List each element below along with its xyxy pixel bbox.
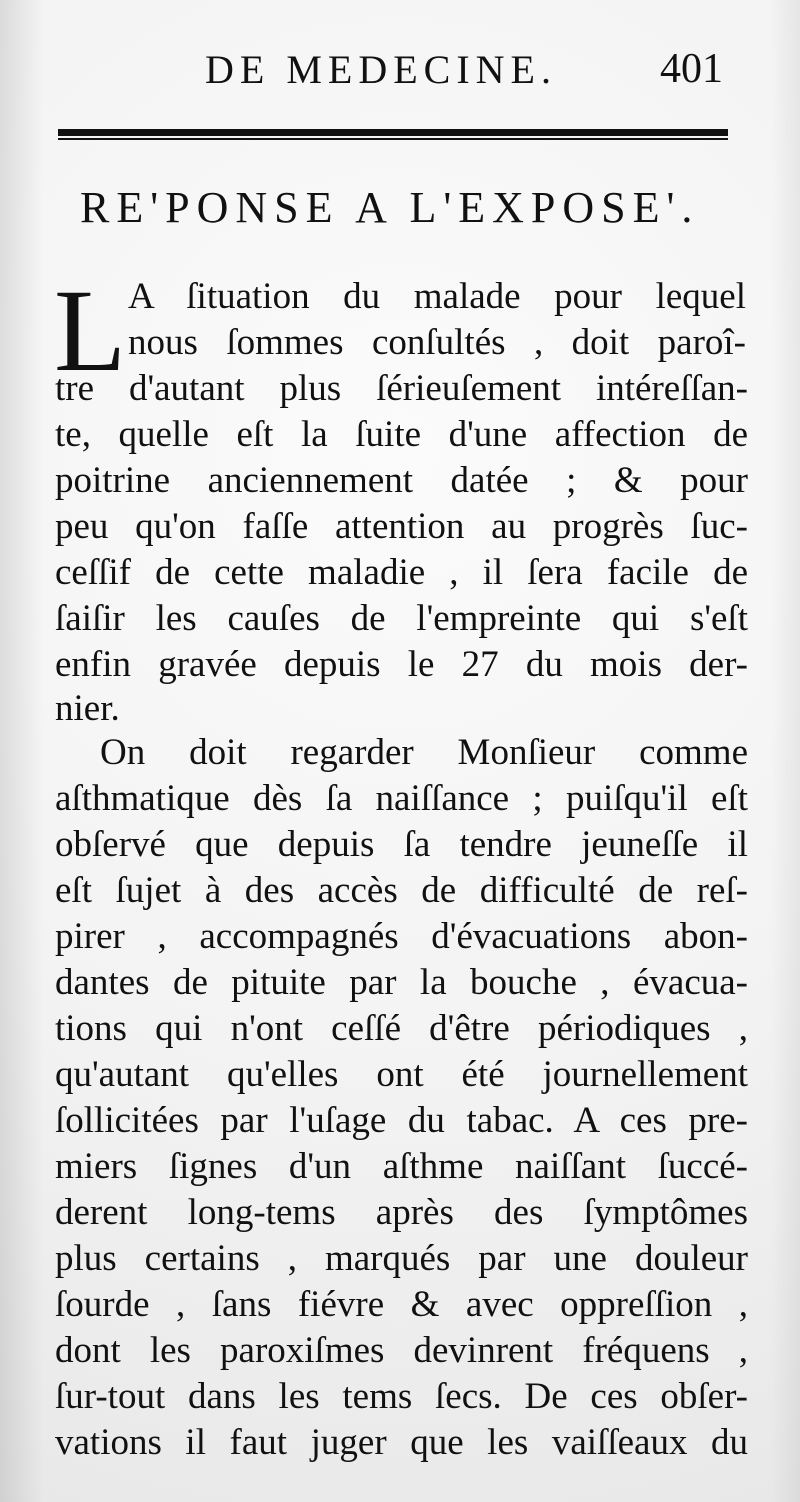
text-line: qu'autant qu'elles ont été journellement — [55, 1054, 748, 1095]
text-line: aſthmatique dès ſa naiſſance ; puiſqu'il eſt — [55, 778, 748, 819]
text-line: tre d'autant plus ſérieuſement intéreſſan- — [55, 368, 748, 409]
text-line: nous ſommes conſultés , doit paroî- — [128, 322, 746, 363]
text-line: ſourde , ſans fiévre & avec oppreſſion , — [55, 1284, 748, 1325]
text-line: A ſituation du malade pour lequel — [128, 276, 746, 317]
text-line: pirer , accompagnés d'évacuations abon- — [55, 916, 748, 957]
text-line: vations il faut juger que les vaiſſeaux du — [55, 1422, 748, 1463]
section-title: RE'PONSE A L'EXPOSE'. — [80, 183, 700, 232]
text-line: miers ſignes d'un aſthme naiſſant ſuccé- — [55, 1146, 748, 1187]
text-line: peu qu'on faſſe attention au progrès ſuc- — [55, 506, 748, 547]
text-line: On doit regarder Monſieur comme — [100, 732, 748, 773]
header-rule — [58, 127, 728, 141]
text-line: te, quelle eſt la ſuite d'une affection de — [55, 414, 748, 455]
text-line: enfin gravée depuis le 27 du mois der- — [55, 644, 748, 685]
text-line: obſervé que depuis ſa tendre jeuneſſe il — [55, 824, 748, 865]
page-number: 401 — [660, 46, 723, 92]
text-line: derent long-tems après des ſymptômes — [55, 1192, 748, 1233]
text-line: dont les paroxiſmes devinrent fréquens , — [55, 1330, 748, 1371]
header-rule-thick — [58, 129, 728, 136]
text-line: dantes de pituite par la bouche , évacua- — [55, 962, 748, 1003]
text-line: ceſſif de cette maladie , il ſera facile de — [55, 552, 748, 593]
text-line: ſur-tout dans les tems ſecs. De ces obſer- — [55, 1376, 748, 1417]
text-line: eſt ſujet à des accès de difficulté de reſ- — [55, 870, 748, 911]
text-line: ſollicitées par l'uſage du tabac. A ces pre- — [55, 1100, 748, 1141]
text-line: tions qui n'ont ceſſé d'être périodiques , — [55, 1008, 748, 1049]
running-head: DE MEDECINE. — [205, 47, 557, 92]
text-line: plus certains , marqués par une douleur — [55, 1238, 748, 1279]
drop-cap: L — [54, 265, 127, 396]
text-line: ſaiſir les cauſes de l'empreinte qui s'eſt — [55, 598, 748, 639]
text-line: nier. — [55, 688, 120, 729]
text-line: poitrine anciennement datée ; & pour — [55, 460, 748, 501]
header-rule-thin — [58, 138, 728, 140]
